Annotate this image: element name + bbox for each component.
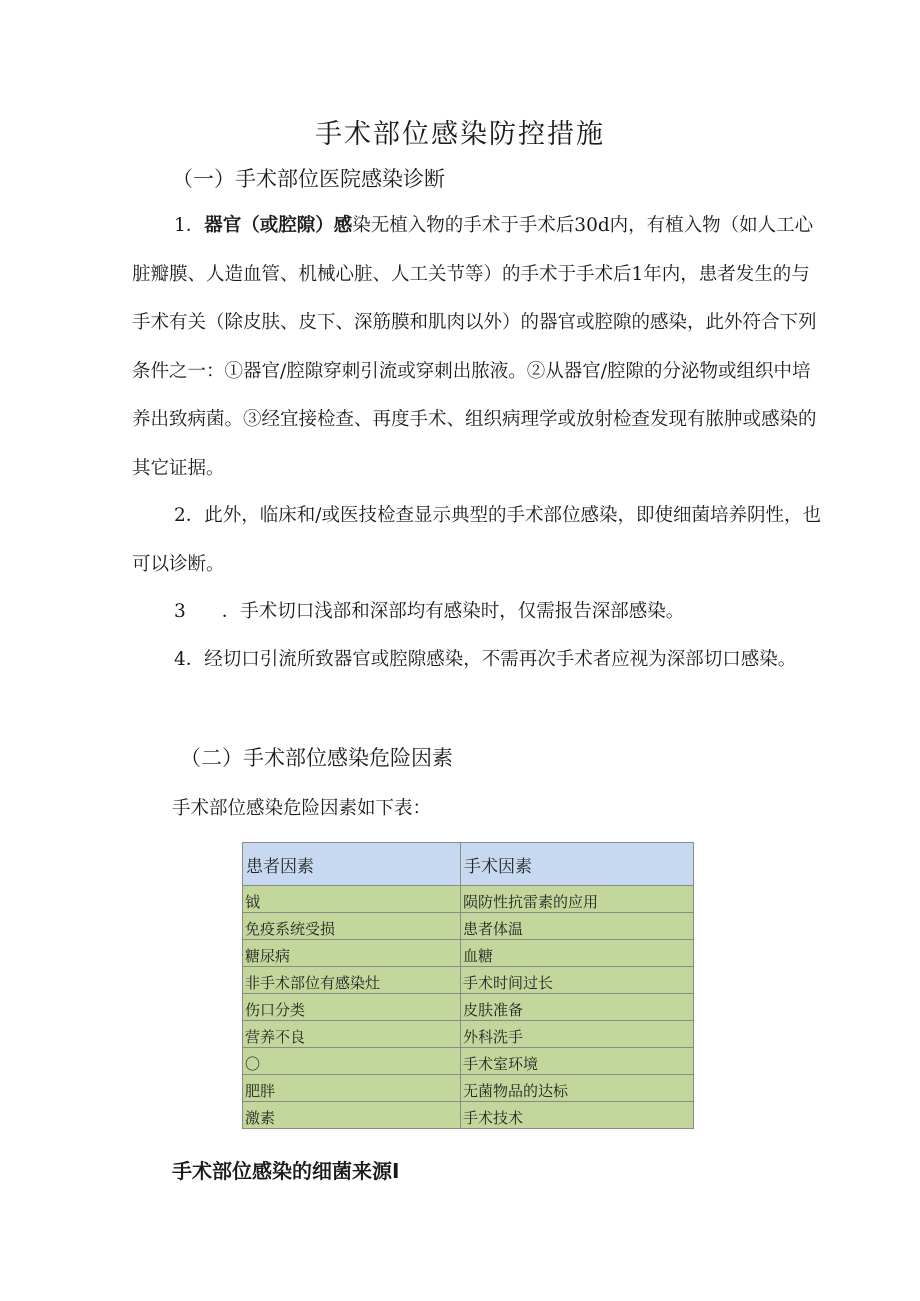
patient-factor-cell: 糖尿病 (243, 940, 461, 967)
table-row (243, 1048, 694, 1075)
surgical-factor-cell: 手术技术 (461, 1102, 694, 1129)
section-1-heading-prefix: （一）手 (172, 167, 256, 191)
table-row (243, 1102, 694, 1129)
table-row (243, 994, 694, 1021)
patient-factor-cell: 免疫系统受损 (243, 913, 461, 940)
section-2-heading (180, 742, 453, 772)
header-patient-factors: 患者因素 (243, 843, 461, 886)
section-1-heading (172, 163, 445, 193)
risk-factor-table (242, 842, 694, 1129)
item-2-text: 2．此外，临床和/或医技检查显示典型的手术部位感染，即使细菌培养阴性，也可以诊断。 (132, 505, 822, 575)
item-3-paragraph (174, 597, 684, 623)
patient-factor-cell: 肥胖 (243, 1075, 461, 1102)
patient-factor-cell: 激素 (243, 1102, 461, 1129)
item-3-number: 3 (174, 601, 186, 622)
table-row (243, 1075, 694, 1102)
table-row (243, 886, 694, 913)
header-surgical-factors: 手术因素 (461, 843, 694, 886)
table-row (243, 967, 694, 994)
table-intro: 手术部位感染危险因素如下表： (172, 798, 432, 819)
table-row (243, 940, 694, 967)
table-header-row (243, 843, 694, 886)
page-title: 手术部位感染防控措施 (315, 119, 605, 150)
section-1-heading-rest: 术部位医院感染诊断 (256, 167, 445, 191)
patient-factor-cell: 营养不良 (243, 1021, 461, 1048)
bacteria-source-heading: 手术部位感染的细菌来源I (172, 1159, 400, 1183)
item-2-paragraph (132, 492, 822, 589)
item-4-paragraph (132, 636, 822, 685)
item-3-text: ．手术切口浅部和深部均有感染时，仅需报告深部感染。 (221, 601, 685, 622)
surgical-factor-cell: 手术室环境 (461, 1048, 694, 1075)
patient-factor-cell: 〇 (243, 1048, 461, 1075)
table-row (243, 1021, 694, 1048)
item-1-bold-lead: 器官（或腔隙）感 (204, 215, 353, 236)
patient-factor-cell: 钺 (243, 886, 461, 913)
surgical-factor-cell: 患者体温 (461, 913, 694, 940)
surgical-factor-cell: 皮肤准备 (461, 994, 694, 1021)
surgical-factor-cell: 外科洗手 (461, 1021, 694, 1048)
surgical-factor-cell: 无菌物品的达标 (461, 1075, 694, 1102)
item-1-text: 染无植入物的手术于手术后30d内，有植入物（如人工心脏瓣膜、人造血管、机械心脏、人工关节等）的手术于手术后1年内，患者发生的与手术有关（除皮肤、皮下、深筋膜和肌肉以外）的器官或腔隙的感染，此外符合下列条件之一：①器官/腔隙穿刺引流或穿刺出脓液。②从器官/腔隙的分泌物或组织中培养出致病菌。③经宜接检查、再度手术、组织病理学或放射检查发现有脓肿或感染的其它证据。 (132, 215, 817, 479)
patient-factor-cell: 伤口分类 (243, 994, 461, 1021)
item-1-number: 1． (174, 215, 205, 236)
item-1-paragraph (132, 202, 822, 493)
surgical-factor-cell: 陨防性抗雷素的应用 (461, 886, 694, 913)
surgical-factor-cell: 手术时间过长 (461, 967, 694, 994)
section-2-heading-rest: 术部位感染危险因素 (264, 746, 453, 770)
section-2-heading-prefix: （二）手 (180, 746, 264, 770)
surgical-factor-cell: 血糖 (461, 940, 694, 967)
patient-factor-cell: 非手术部位有感染灶 (243, 967, 461, 994)
item-4-text: 4．经切口引流所致器官或腔隙感染，不需再次手术者应视为深部切口感染。 (174, 649, 797, 670)
table-row (243, 913, 694, 940)
